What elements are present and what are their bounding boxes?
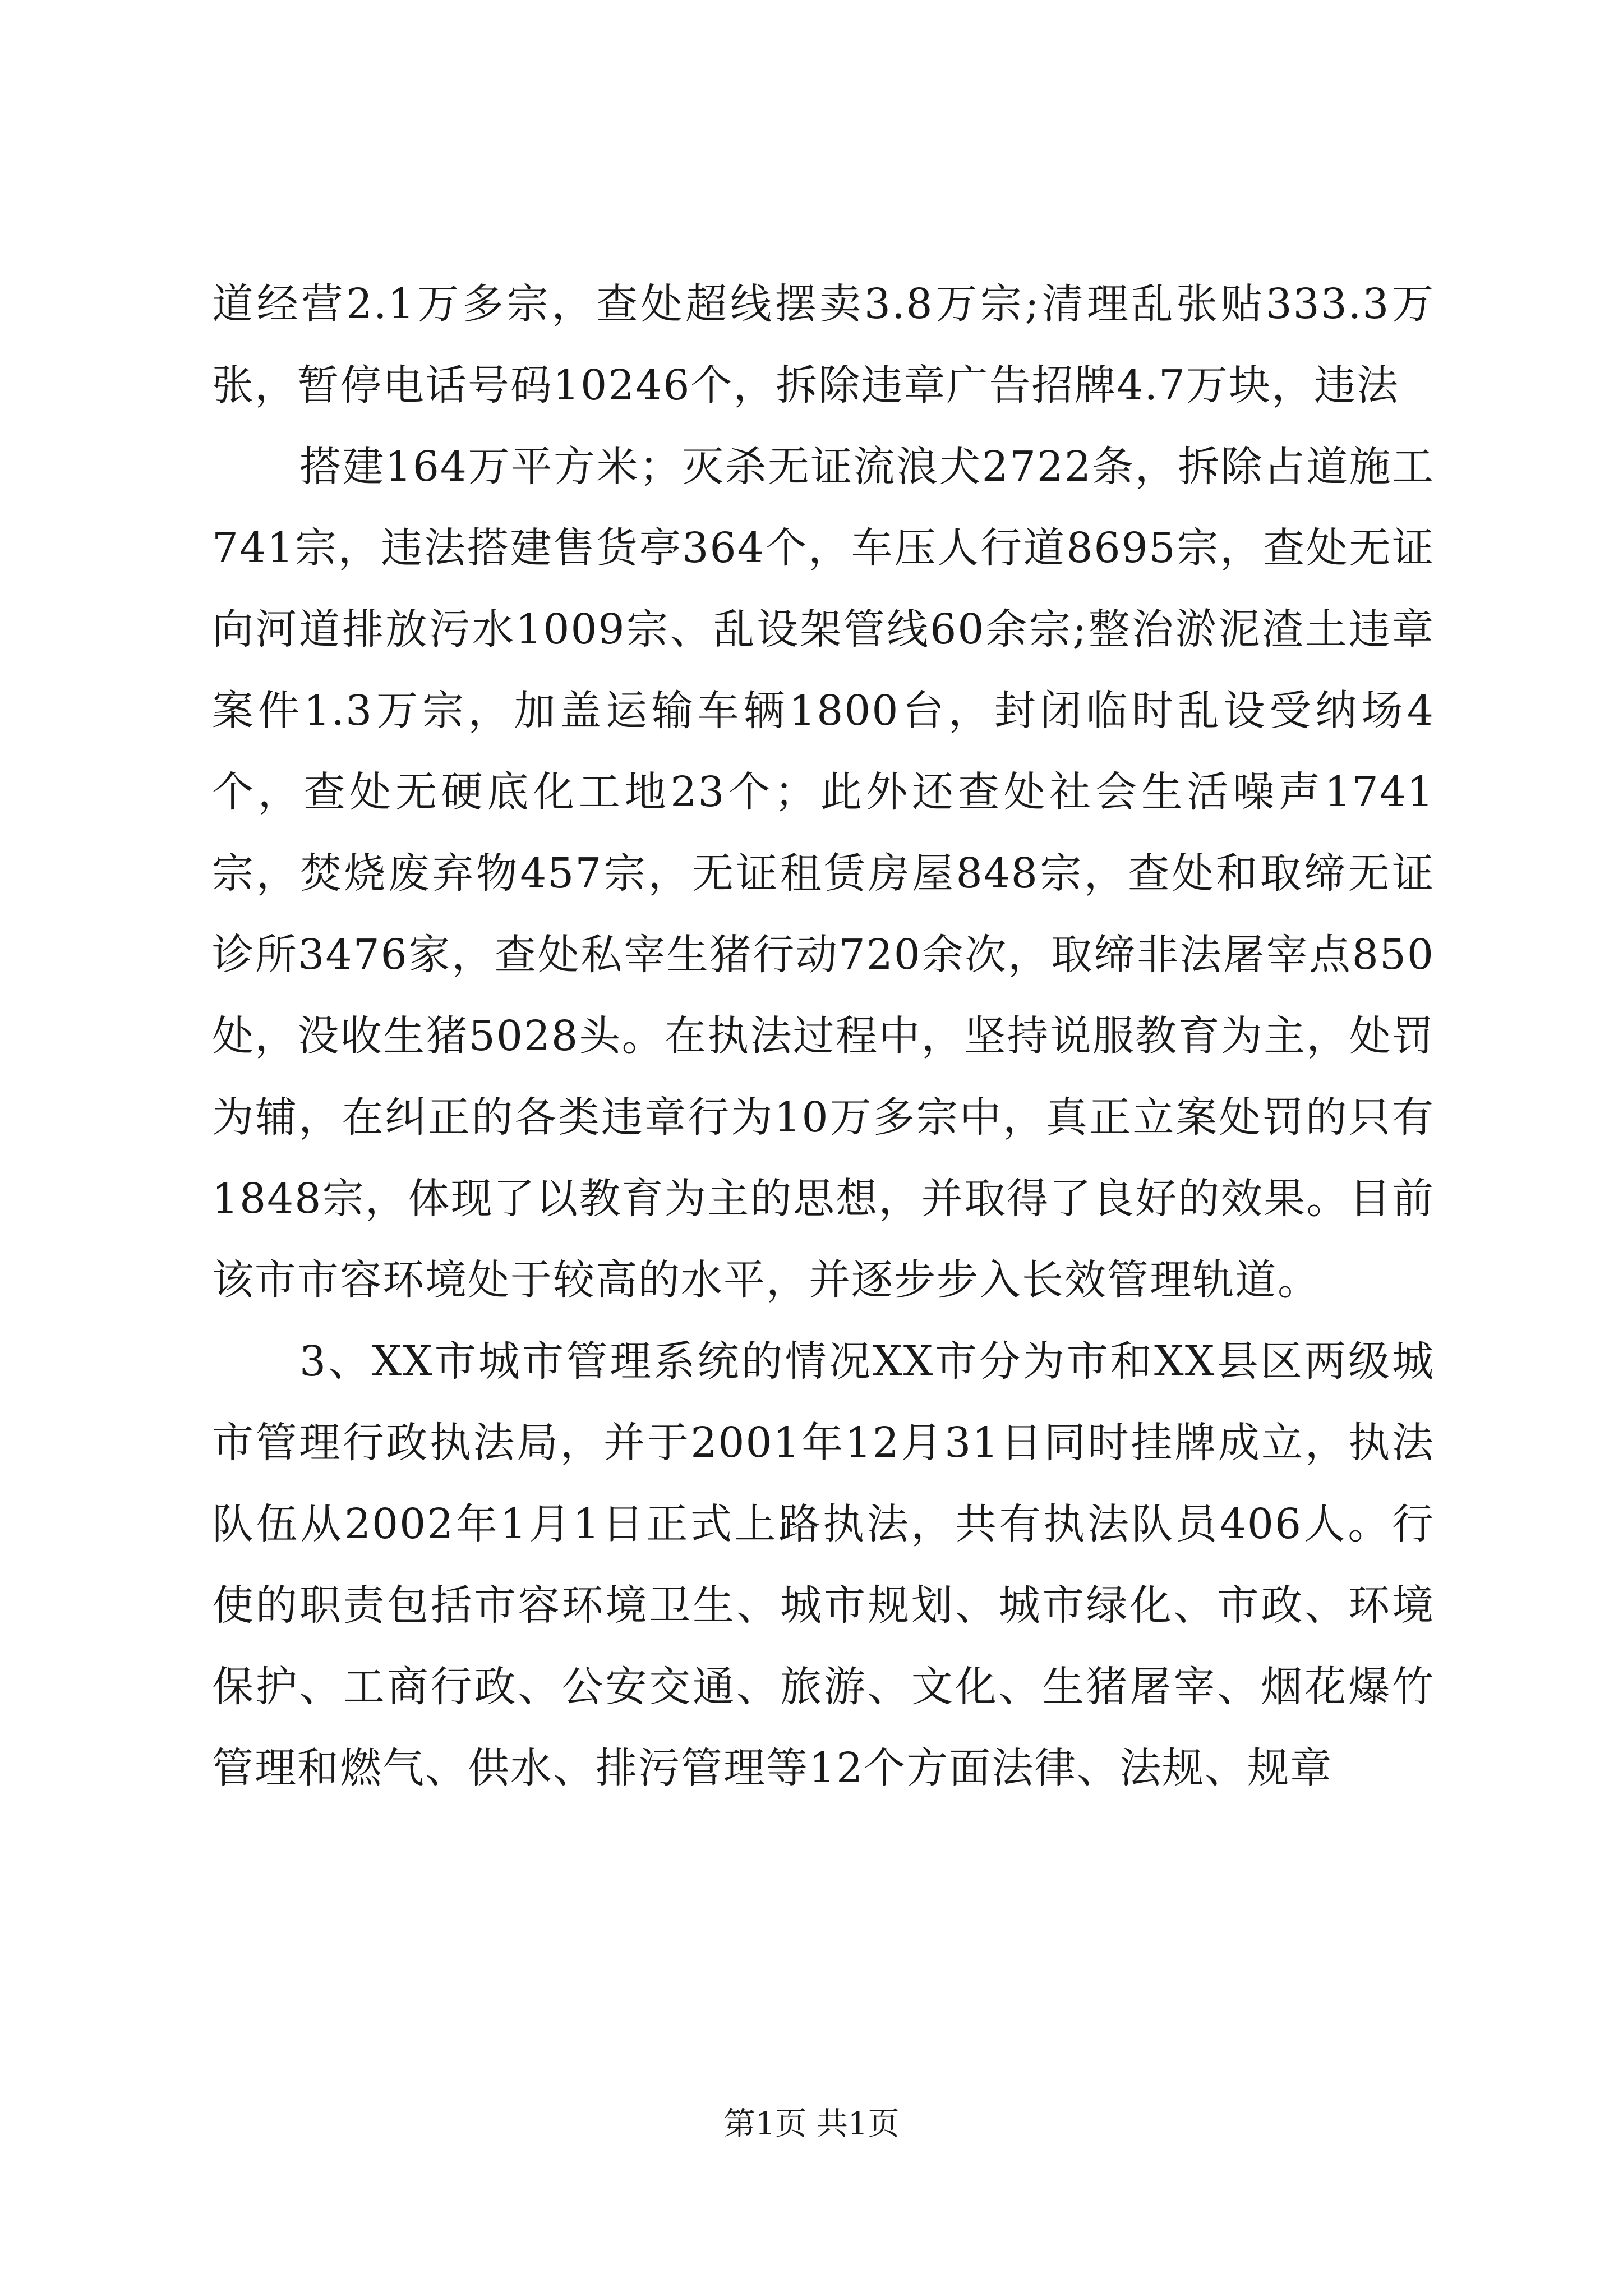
paragraph-continuation: 道经营2.1万多宗，查处超线摆卖3.8万宗;清理乱张贴333.3万张，暂停电话号码10246个，拆除违章广告招牌4.7万块，违法 [212, 280, 1435, 409]
paragraph-enforcement-stats: 搭建164万平方米；灭杀无证流浪犬2722条，拆除占道施工741宗，违法搭建售货亭364个，车压人行道8695宗，查处无证向河道排放污水1009宗、乱设架管线60余宗;整治淤泥渣土违章案件1.3万宗，加盖运输车辆1800台，封闭临时乱设受纳场4个，查处无硬底化工地23个；此外还查处社会生活噪声1741宗，焚烧废弃物457宗，无证租赁房屋848宗，查处和取缔无证诊所3476家，查处私宰生猪行动720余次，取缔非法屠宰点850处，没收生猪5028头。在执法过程中，坚持说服教育为主，处罚为辅，在纠正的各类违章行为10万多宗中，真正立案处罚的只有1848宗，体现了以教育为主的思想，并取得了良好的效果。目前该市市容环境处于较高的水平，并逐步步入长效管理轨道。 [212, 443, 1435, 1304]
body-text [212, 264, 1435, 1809]
paragraph-city-management-system: 3、XX市城市管理系统的情况XX市分为市和XX县区两级城市管理行政执法局，并于2001年12月31日同时挂牌成立，执法队伍从2002年1月1日正式上路执法，共有执法队员406人。行使的职责包括市容环境卫生、城市规划、城市绿化、市政、环境保护、工商行政、公安交通、旅游、文化、生猪屠宰、烟花爆竹管理和燃气、供水、排污管理等12个方面法律、法规、规章 [212, 1337, 1435, 1792]
page-number-footer: 第1页 共1页 [723, 2106, 900, 2142]
